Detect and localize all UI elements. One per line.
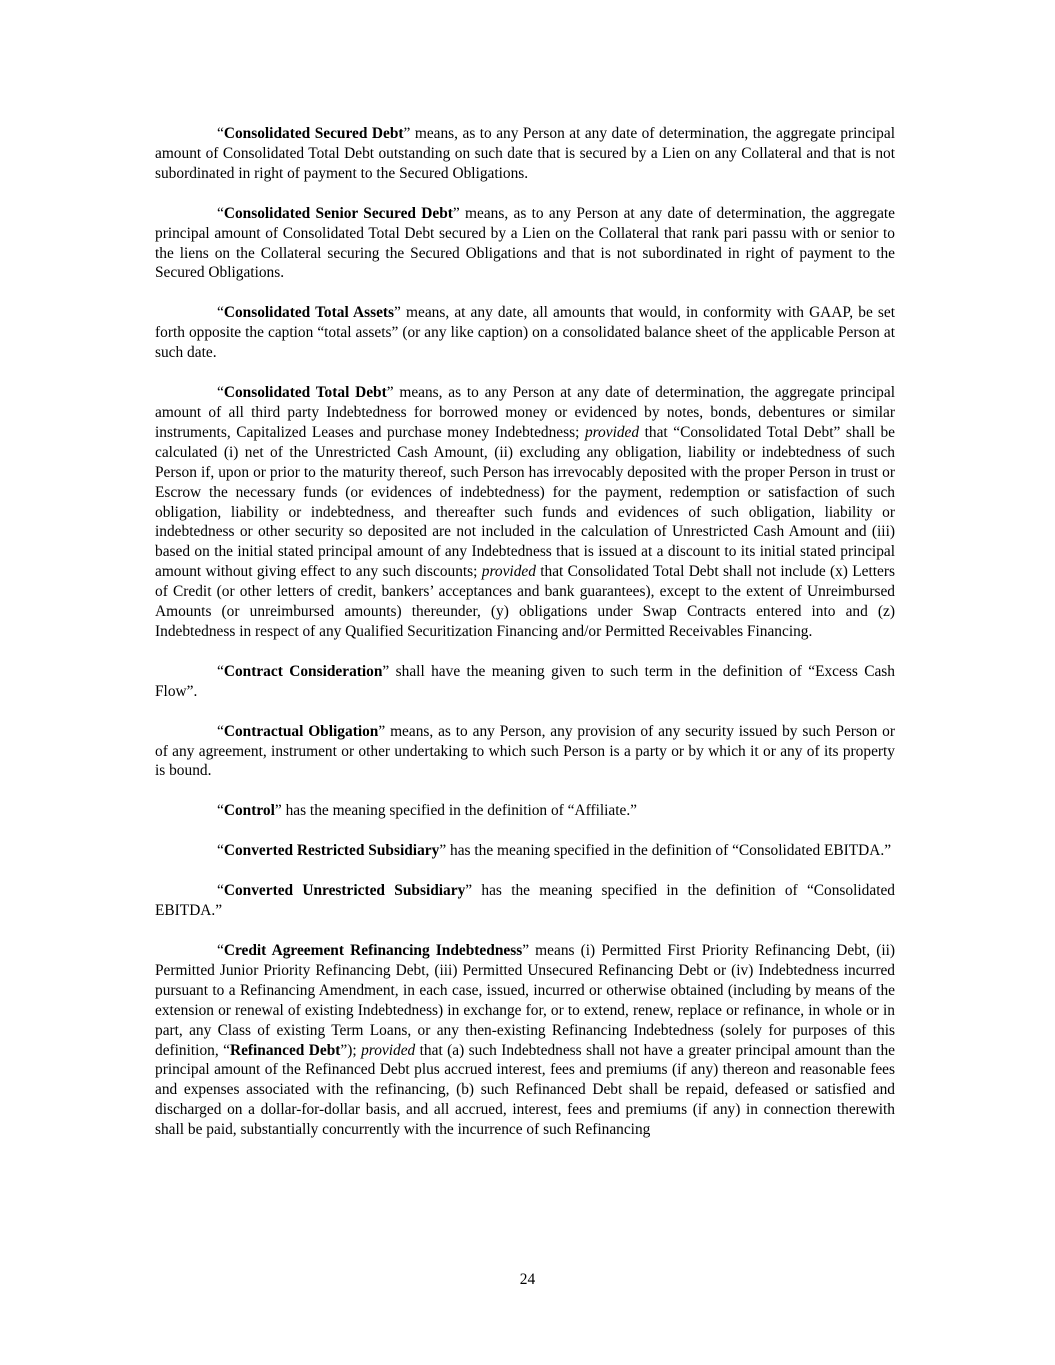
proviso-italic: provided (584, 423, 640, 441)
defined-term: Consolidated Total Assets (223, 304, 395, 322)
definition-converted-restricted-subsidiary: “Converted Restricted Subsidiary” has the meaning specified in the definition of “Consolidated EBITDA.” (217, 842, 892, 860)
definition-consolidated-total-assets: “Consolidated Total Assets” means, at any date, all amounts that would, in conformity with GAAP, be set forth opposite the caption “total assets” (or any like caption) on a consolidated balance sheet of the applicable Person at such date. (155, 304, 895, 362)
defined-term: Converted Unrestricted Subsidiary (223, 882, 466, 900)
defined-term: Contract Consideration (223, 662, 383, 680)
definition-consolidated-senior-secured-debt: “Consolidated Senior Secured Debt” means, as to any Person at any date of determination, the aggregate principal amount of Consolidated Total Debt secured by a Lien on the Collateral that rank pari passu with or senior to the liens on the Collateral securing the Secured Obligations and that is not subordinated in right of payment to the Secured Obligations. (155, 204, 896, 282)
definition-control: “Control” has the meaning specified in the definition of “Affiliate.” (217, 802, 638, 820)
page-number: 24 (519, 1271, 536, 1288)
defined-term: Consolidated Secured Debt (223, 125, 404, 142)
document-body (155, 124, 895, 1160)
defined-term: Control (223, 802, 275, 820)
definition-contractual-obligation: “Contractual Obligation” means, as to any Person, any provision of any security issued by such Person or of any agreement, instrument or other undertaking to which such Person is a party or by which it or any of its property is bound. (155, 722, 895, 780)
definition-consolidated-secured-debt: “Consolidated Secured Debt” means, as to any Person at any date of determination, the aggregate principal amount of Consolidated Total Debt outstanding on such date that is secured by a Lien on any Collateral and that is not subordinated in right of payment to the Secured Obligations. (155, 125, 895, 182)
inner-defined-term: Refinanced Debt (229, 1041, 341, 1059)
definition-credit-agreement-refinancing-indebtedness: “Credit Agreement Refinancing Indebtedness” means (i) Permitted First Priority Refinancing Debt, (ii) Permitted Junior Priority Refinancing Debt, (iii) Permitted Unsecured Refinancing Debt or (iv) Indebtedness incurred pursuant to a Refinancing Amendment, in each case, issued, incurred or otherwise obtained (including by means of the extension or renewal of existing Indebtedness) in exchange for, or to extend, renew, replace or refinance, in whole or in part, any Class of existing Term Loans, or any then-existing Refinancing Indebtedness (solely for purposes of this definition, “Refinanced Debt”); provided that (a) such Indebtedness shall not have a greater principal amount than the principal amount of the Refinanced Debt plus accrued interest, fees and premiums (if any) thereon and reasonable fees and expenses associated with the refinancing, (b) such Refinanced Debt shall be repaid, defeased or satisfied and discharged on a dollar-for-dollar basis, and all accrued, interest, fees and premiums (if any) in connection therewith shall be paid, substantially concurrently with the incurrence of such Refinancing (155, 942, 895, 1139)
defined-term: Contractual Obligation (223, 722, 379, 740)
defined-term: Converted Restricted Subsidiary (223, 842, 440, 860)
definition-contract-consideration: “Contract Consideration” shall have the meaning given to such term in the definition of “Excess Cash Flow”. (155, 662, 895, 700)
definition-converted-unrestricted-subsidiary: “Converted Unrestricted Subsidiary” has the meaning specified in the definition of “Consolidated EBITDA.” (155, 882, 895, 920)
defined-term: Consolidated Senior Secured Debt (223, 204, 453, 222)
proviso-italic: provided (361, 1041, 416, 1059)
definition-consolidated-total-debt: “Consolidated Total Debt” means, as to any Person at any date of determination, the aggregate principal amount of all third party Indebtedness for borrowed money or evidenced by notes, bonds, debentures or similar instruments, Capitalized Leases and purchase money Indebtedness; provided that “Consolidated Total Debt” shall be calculated (i) net of the Unrestricted Cash Amount, (ii) excluding any obligation, liability or indebtedness of such Person if, upon or prior to the maturity thereof, such Person has irrevocably deposited with the proper Person in trust or Escrow the necessary funds (or evidences of indebtedness) for the payment, redemption or satisfaction of such obligation, liability or indebtedness, and thereafter such funds and evidences of such obligation, liability or indebtedness or other security so deposited are not included in the calculation of Unrestricted Cash Amount and (iii) based on the initial stated principal amount of any Indebtedness that is issued at a discount to its initial stated principal amount without giving effect to any such discounts; provided that Consolidated Total Debt shall not include (x) Letters of Credit (or other letters of credit, bankers’ acceptances and bank guarantees), except to the extent of Unreimbursed Amounts (or unreimbursed amounts) thereunder, (y) obligations under Swap Contracts entered into and (z) Indebtedness in respect of any Qualified Securitization Financing and/or Permitted Receivables Financing. (155, 384, 895, 640)
proviso-italic: provided (481, 563, 536, 581)
defined-term: Credit Agreement Refinancing Indebtedness (223, 942, 523, 959)
defined-term: Consolidated Total Debt (223, 384, 387, 402)
